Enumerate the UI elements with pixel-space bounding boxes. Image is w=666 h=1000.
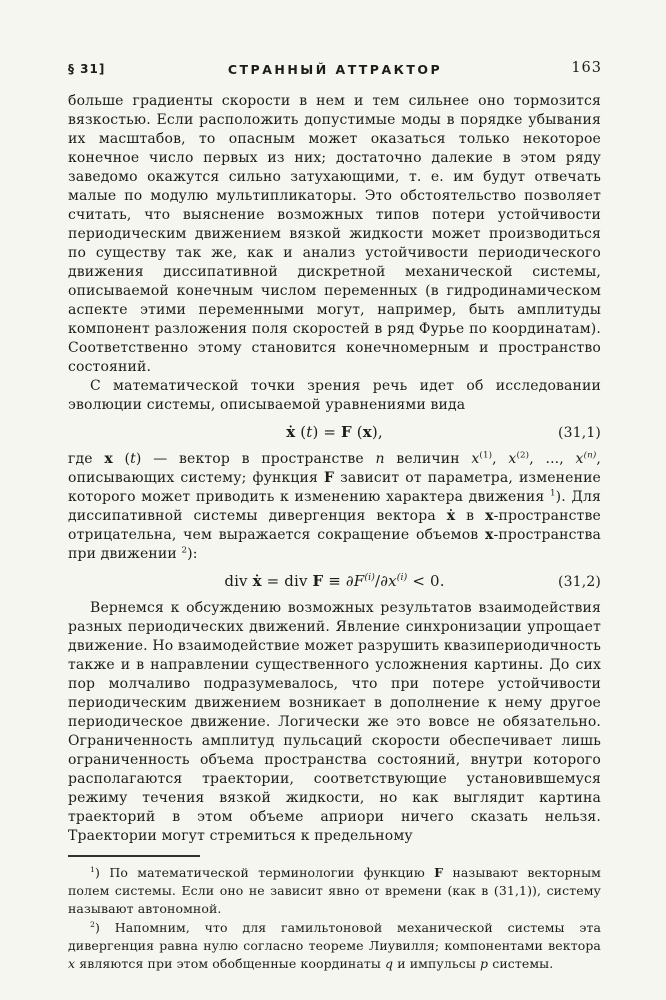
footnote-1: $^1$) По математической терминологии функцию F называют векторным полем системы. Если оно не зависит явно от времени (как в (31,1)), систему называют автономной. [68,864,601,917]
equation-31-1-number: (31,1) [558,425,601,441]
paragraph-equations-intro: С математической точки зрения речь идет об исследовании эволюции системы, описываемой уравнениями вида [68,378,601,413]
paragraph-continuation: больше градиенты скорости в нем и тем сильнее оно тормозится вязкостью. Если расположить допустимые моды в порядке убывания их масштабов, то опасным может оказаться только некоторое конечное число первых из них; достаточно далекие в этом ряду заведомо окажутся сильно затухающими, т. е. им будут отвечать малые по модулю мультипликаторы. Это обстоятельство позволяет считать, что выяснение возможных типов потери устойчивости периодическим движением вязкой жидкости может производиться по существу так же, как и анализ устойчивости периодического движения диссипативной дискретной механической системы, описываемой конечным числом переменных (в гидродинамическом аспекте этими переменными могут, например, быть амплитуды компонент разложения поля скоростей в ряд Фурье по координатам). Соответственно этому становится конечномерным и пространство состояний. [68,93,601,375]
paragraph-interactions: Вернемся к обсуждению возможных результатов взаимодействия разных периодических движений. Явление синхронизации упрощает движение. Но взаимодействие может разрушить квазипериодичность также и в направлении существенного усложнения картины. До сих пор молчаливо подразумевалось, что при потере устойчивости периодическим движением возникает в дополнение к нему другое периодическое движение. Логически же это вовсе не обязательно. Ограниченность амплитуд пульсаций скорости обеспечивает лишь ограниченность объема пространства состояний, внутри которого располагаются траектории, соответствующие установившемуся режиму течения вязкой жидкости, но как выглядит картина траекторий в этом объеме априори ничего сказать нельзя. Траектории могут стремиться к предельному [68,600,601,844]
page-body [68,92,601,973]
section-label: § 31] [68,62,106,76]
equation-31-2-number: (31,2) [558,574,601,590]
equation-31-1 [68,423,601,443]
running-head [68,60,602,80]
footnotes [68,855,601,973]
running-title: СТРАННЫЙ АТТРАКТОР [227,62,443,77]
equation-31-1-formula: ẋ (t) = F (x), [286,423,383,441]
page-number: 163 [571,60,602,76]
footnote-separator [68,855,200,857]
footnote-2: $^2$) Напомним, что для гамильтоновой механической системы эта дивергенция равна нулю согласно теореме Лиувилля; компонентами вектора x являются при этом обобщенные координаты q и импульсы p системы. [68,919,601,972]
equation-31-2 [68,572,601,592]
paragraph-vector-definition: где x (t) — вектор в пространстве n величин $x^{(1)}$, $x^{(2)}$, ..., $x^{(n)}$, описывающих систему; функция F зависит от параметра, изменение которого может приводить к изменению характера движения $^1$). Для диссипативной системы дивергенция вектора ẋ в x-пространстве отрицательна, чем выражается сокращение объемов x-пространства при движении $^2$): [68,450,602,562]
equation-31-2-formula: div ẋ = div $F \equiv \partial F^{(i)}/\partial x^{(i)} < 0$. [224,572,445,590]
